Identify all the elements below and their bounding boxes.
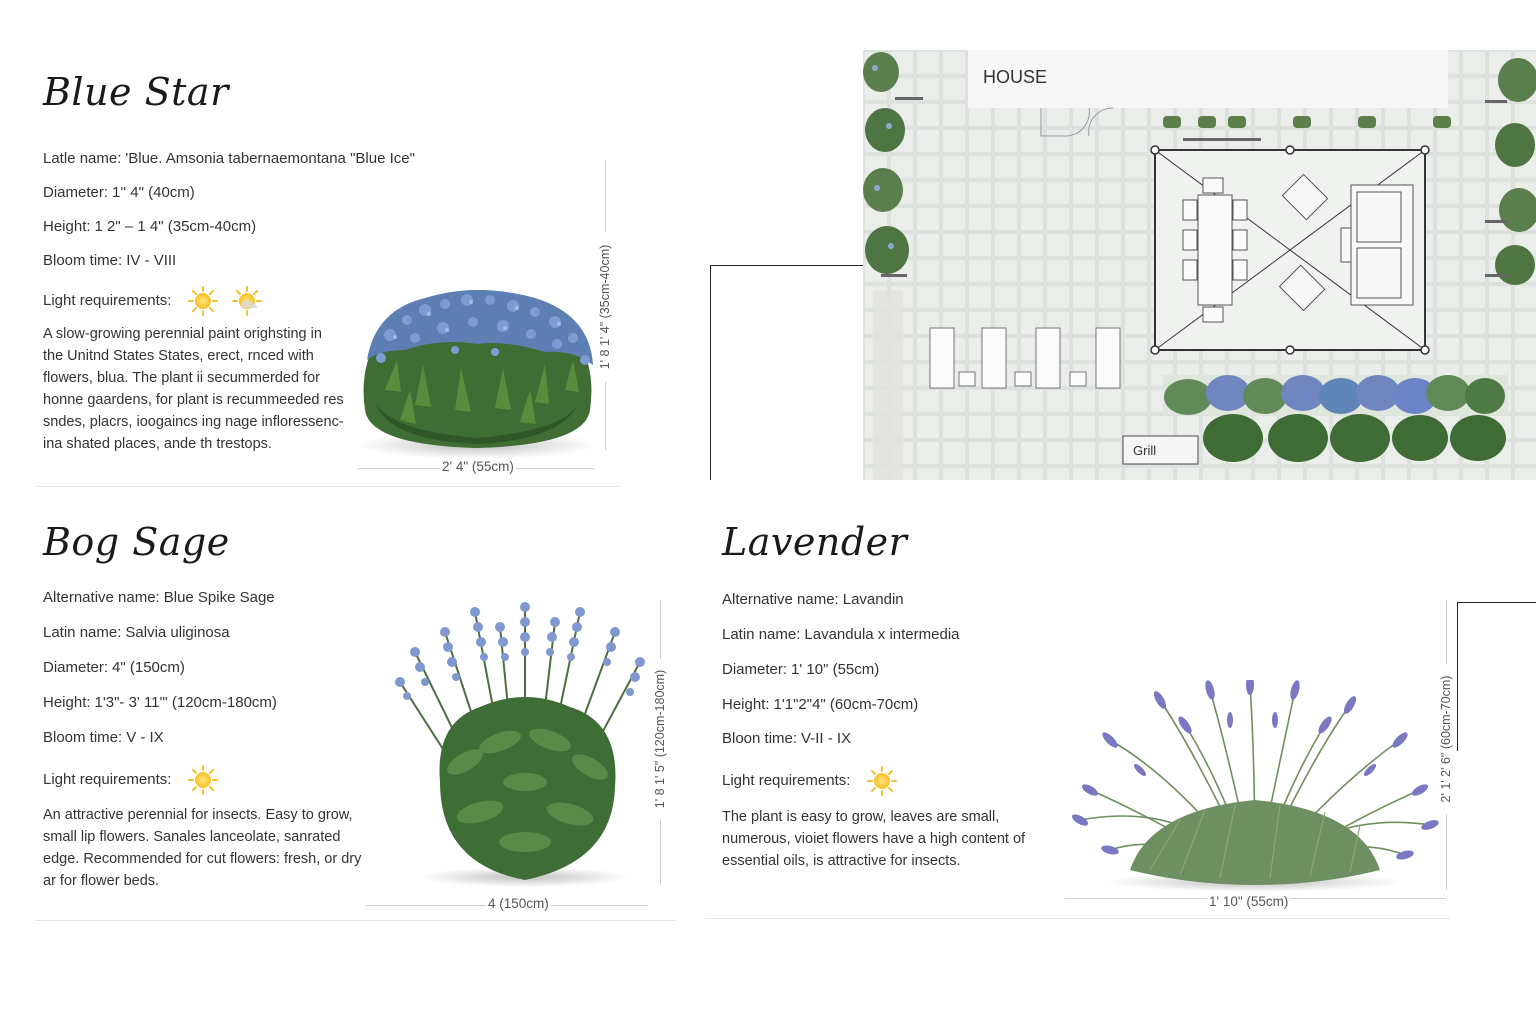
plan-connector-line [710, 265, 866, 480]
plant-card-lavender [700, 500, 1536, 930]
field-label: Latin name: [43, 624, 122, 641]
field-value: 'Blue. Amsonia tabernaemontana "Blue Ice" [125, 150, 415, 167]
width-dimension-label: 4 (150cm) [488, 896, 549, 911]
field-label: Light requirements: [43, 770, 172, 788]
sun-icon [186, 765, 220, 795]
lavender-plant-illustration [1070, 680, 1440, 895]
field-value: Lavandula x intermedia [804, 626, 960, 643]
latin-name-field [722, 626, 960, 643]
field-label: Latle name: [43, 150, 122, 167]
field-value: V-II - IX [801, 730, 852, 747]
height-field [722, 696, 918, 713]
field-label: Light requirements: [43, 291, 172, 309]
field-label: Bloom time: [43, 729, 123, 746]
field-value: 1' 10" (55cm) [791, 661, 880, 678]
description-line: ar for flower beds. [43, 873, 160, 889]
field-label: Height: [43, 218, 91, 235]
description-line: edge. Recommended for cut flowers: fresh, or dry [43, 851, 362, 867]
description-line: honne gaardens, for plant is recummeeded res [43, 392, 344, 408]
section-divider [35, 920, 675, 921]
field-value: 1'3"- 3' 11'" (120cm-180cm) [94, 694, 277, 711]
diameter-field [43, 659, 185, 676]
height-field [43, 694, 277, 711]
bog-sage-plant-illustration [385, 592, 660, 892]
width-dimension-label: 2' 4" (55cm) [442, 459, 514, 474]
latin-name-field [43, 150, 415, 167]
alternative-name-field [722, 591, 904, 608]
light-requirements-field [43, 765, 220, 795]
description-line: sndes, placrs, ioogaincs ing nage infloressenc- [43, 414, 344, 430]
bloom-time-field [43, 729, 164, 746]
plant-description [43, 323, 353, 455]
field-label: Alternative name: [722, 591, 839, 608]
plant-card-bog-sage [0, 500, 700, 930]
diameter-field [722, 661, 879, 678]
field-value: 1 2" – 1 4" (35cm-40cm) [94, 218, 257, 235]
light-requirements-field [43, 286, 264, 316]
blue-star-plant-illustration [345, 280, 610, 465]
field-label: Diameter: [722, 661, 788, 678]
plant-title: Blue Star [43, 70, 229, 114]
field-label: Latin name: [722, 626, 801, 643]
section-divider [35, 486, 620, 487]
field-label: Diameter: [43, 184, 109, 201]
section-divider [705, 918, 1450, 919]
plant-description [722, 806, 1062, 872]
field-value: Blue Spike Sage [163, 589, 275, 606]
field-label: Light requirements: [722, 771, 851, 789]
field-value: IV - VIII [126, 252, 177, 269]
bloom-time-field [43, 252, 176, 269]
plant-title: Lavender [722, 520, 908, 564]
field-label: Height: [722, 696, 770, 713]
bloom-time-field [722, 730, 851, 747]
field-label: Bloom time: [43, 252, 123, 269]
light-requirements-field [722, 766, 899, 796]
height-field [43, 218, 256, 235]
description-line: small lip flowers. Sanales lanceolate, sanrated [43, 829, 341, 845]
alternative-name-field [43, 589, 275, 606]
plant-title: Bog Sage [43, 520, 230, 564]
height-dimension-label: 1' 8 1' 4" (35cm-40cm) [598, 232, 612, 382]
house-label: HOUSE [983, 67, 1048, 87]
width-dimension-label: 1' 10" (55cm) [1209, 894, 1289, 909]
field-label: Bloon time: [722, 730, 798, 747]
field-value: 1'1"2"4" (60cm-70cm) [773, 696, 919, 713]
field-value: Lavandin [842, 591, 904, 608]
garden-site-plan [863, 50, 1536, 480]
field-label: Diameter: [43, 659, 109, 676]
description-line: ina shated places, ande th trestops. [43, 436, 272, 452]
field-value: V - IX [126, 729, 164, 746]
plant-description [43, 804, 388, 892]
description-line: An attractive perennial for insects. Easy to grow, [43, 807, 353, 823]
description-line: flowers, blua. The plant ii secummerded for [43, 370, 320, 386]
description-line: numerous, vioiet flowers have a high content of [722, 831, 1026, 847]
field-value: Salvia uliginosa [125, 624, 230, 641]
plant-card-blue-star [0, 0, 700, 490]
lounge-sofa [1351, 185, 1413, 305]
description-line: A slow-growing perennial paint orighsting in [43, 326, 322, 342]
height-dimension-label: 1' 8 1' 5" (120cm-180cm) [653, 659, 667, 819]
height-dimension-label: 2' 1' 2' 6" (60cm-70cm) [1439, 664, 1453, 814]
field-value: 1'' 4" (40cm) [112, 184, 195, 201]
description-line: The plant is easy to grow, leaves are small, [722, 809, 1000, 825]
latin-name-field [43, 624, 230, 641]
description-line: the Unitnd States States, erect, rnced with [43, 348, 314, 364]
partial-sun-icon [230, 286, 264, 316]
diameter-field [43, 184, 195, 201]
sun-icon [865, 766, 899, 796]
sun-icon [186, 286, 220, 316]
field-label: Height: [43, 694, 91, 711]
grill-label: Grill [1133, 443, 1157, 458]
field-value: 4" (150cm) [112, 659, 185, 676]
field-label: Alternative name: [43, 589, 160, 606]
description-line: essential oils, is attractive for insects. [722, 853, 961, 869]
